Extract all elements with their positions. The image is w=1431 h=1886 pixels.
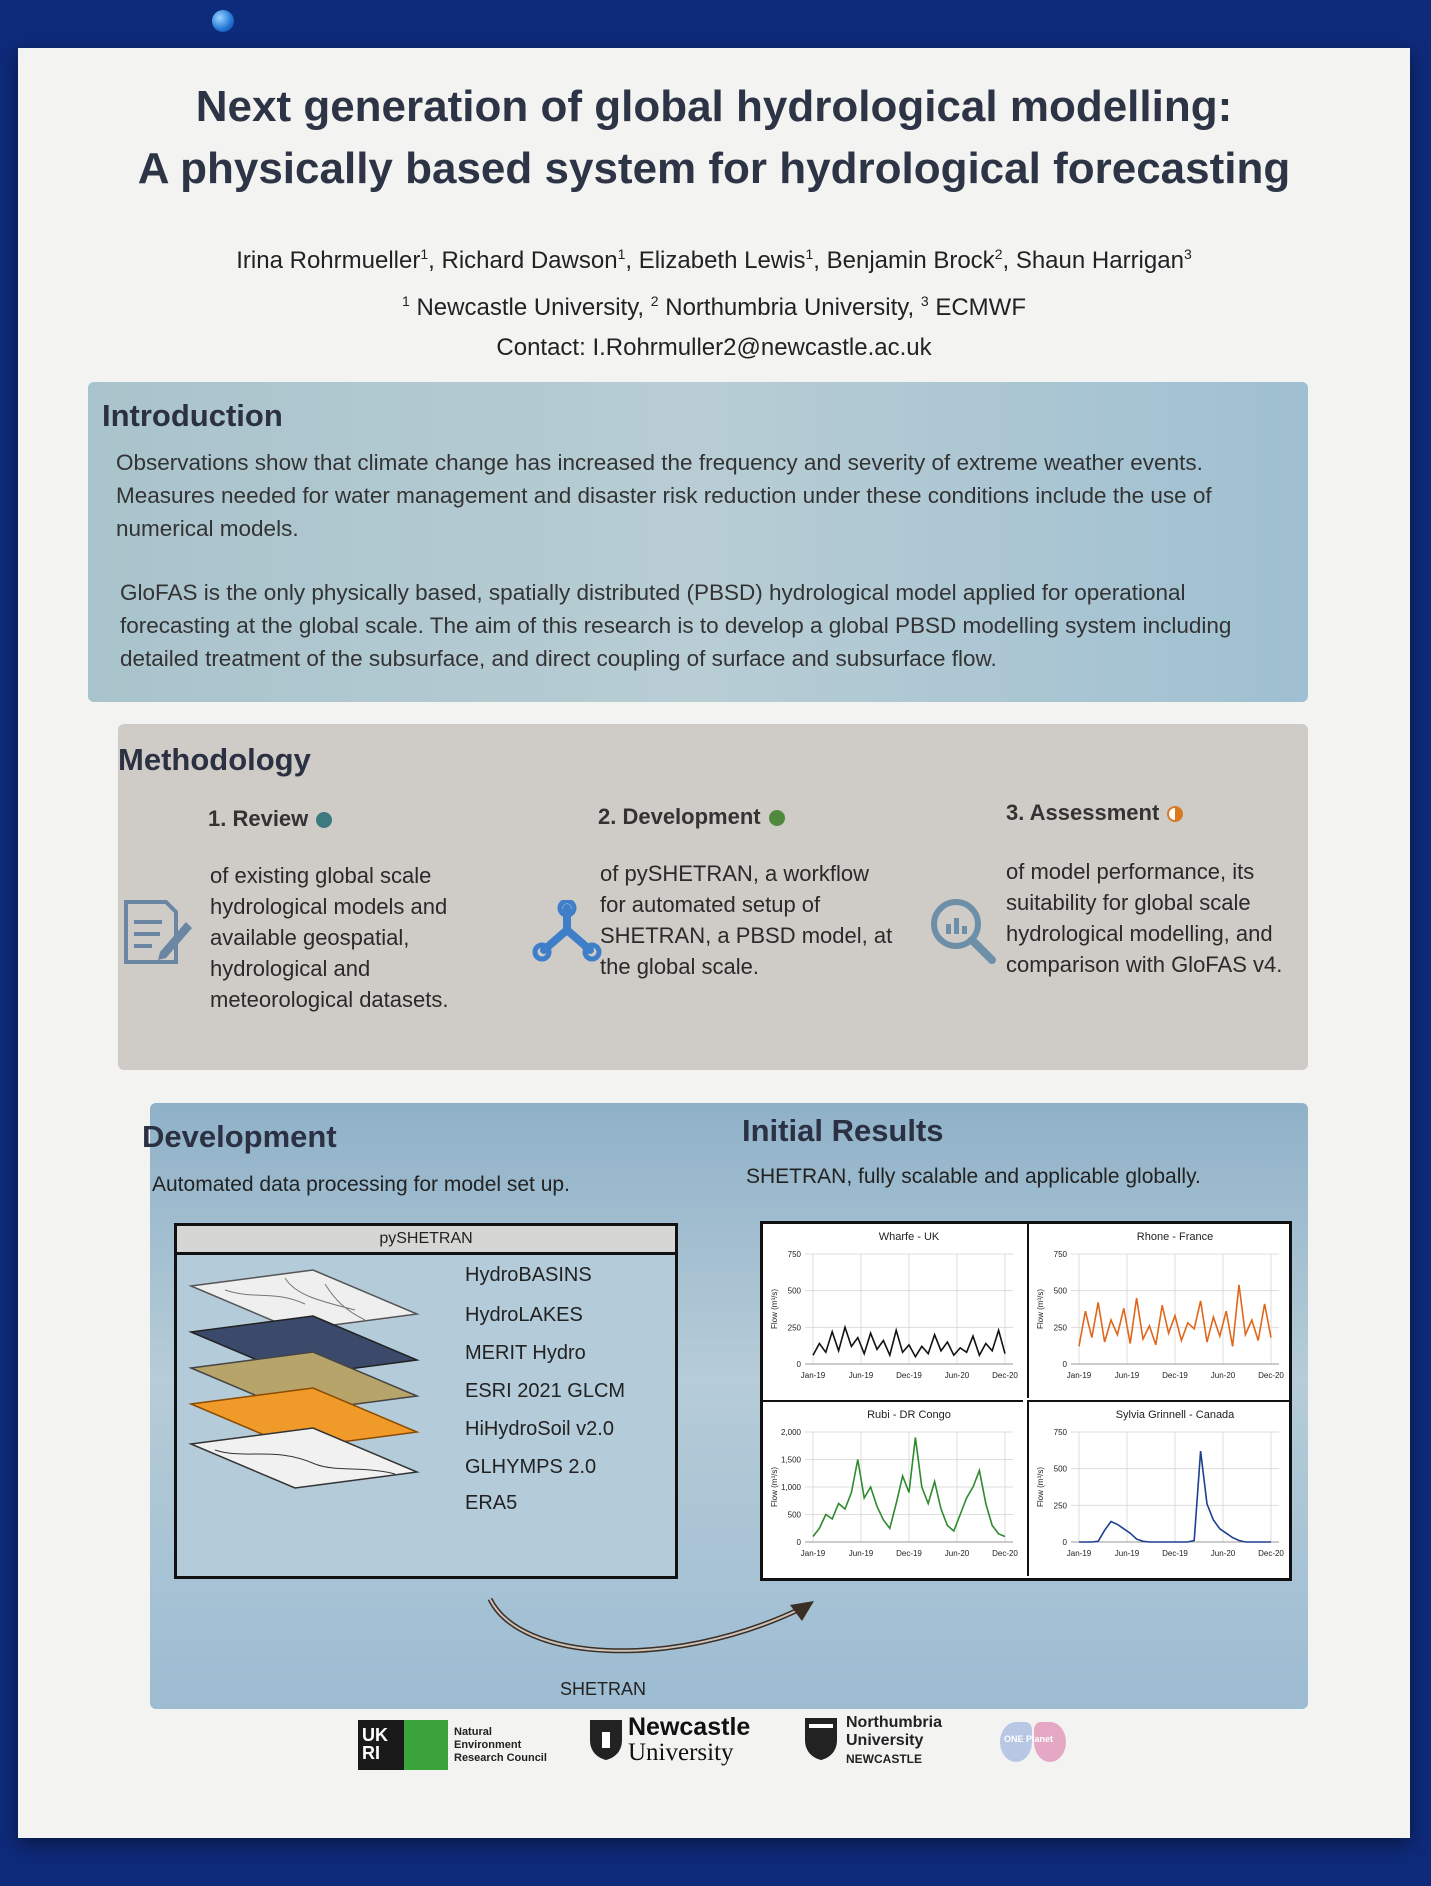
chart-ytick-label: 500 — [1053, 1286, 1067, 1296]
chart-rubi — [763, 1400, 1023, 1576]
chart-ytick-label: 500 — [1053, 1464, 1067, 1474]
chart-xtick-label: Dec-20 — [1258, 1549, 1284, 1558]
results-subtitle: SHETRAN, fully scalable and applicable globally. — [746, 1165, 1201, 1188]
status-dot-icon — [316, 812, 332, 828]
nerc-line: Research Council — [454, 1752, 547, 1764]
chart-xtick-label: Jan-19 — [800, 1549, 826, 1558]
chart-xtick-label: Jun-20 — [944, 1549, 970, 1558]
affiliation-mark: 1 — [402, 293, 410, 309]
pyshetran-title: pySHETRAN — [177, 1226, 675, 1255]
chart-svg — [763, 1224, 1023, 1398]
author-list: Irina Rohrmueller$^1$, Richard Dawson$^1$, Elizabeth Lewis$^1$, Benjamin Brock$^2$, Shaun Harrigan$^3$ — [236, 246, 1192, 274]
layer-label: HydroLAKES — [465, 1304, 583, 1326]
results-chart-grid — [760, 1221, 1292, 1581]
chart-ytick-label: 250 — [1053, 1501, 1067, 1511]
step-assessment-title — [1006, 800, 1183, 826]
chart-ytick-label: 750 — [1053, 1428, 1067, 1437]
author-block — [18, 234, 1410, 368]
step-development-title — [598, 804, 785, 830]
layer-label: HydroBASINS — [465, 1264, 592, 1286]
nerc-wordmark — [454, 1726, 547, 1765]
development-results-panel — [142, 1103, 1308, 1709]
chart-ytick-label: 1,000 — [780, 1483, 801, 1492]
chart-xtick-label: Jun-20 — [1210, 1549, 1236, 1558]
chart-ytick-label: 250 — [1053, 1323, 1067, 1333]
contact-email: Contact: I.Rohrmuller2@newcastle.ac.uk — [496, 334, 932, 361]
chart-ytick-label: 0 — [796, 1538, 801, 1547]
development-heading: Development — [142, 1119, 337, 1154]
chart-xtick-label: Jun-19 — [848, 1371, 874, 1380]
affiliation-mark: 2 — [650, 293, 659, 309]
ukri-logo-green-block — [404, 1720, 448, 1770]
chart-ytick-label: 0 — [796, 1360, 801, 1369]
shetran-arrow-label: SHETRAN — [560, 1679, 647, 1699]
newcastle-line-2: University — [628, 1739, 734, 1766]
chart-xtick-label: Jun-20 — [944, 1371, 970, 1380]
chart-xtick-label: Jun-19 — [1114, 1371, 1140, 1380]
newcastle-wordmark — [628, 1714, 750, 1766]
logo-strip — [18, 1708, 1410, 1808]
introduction-panel — [88, 382, 1308, 702]
chart-ytick-label: 1,500 — [780, 1455, 801, 1465]
step-development-title-text: 2. Development — [598, 804, 761, 829]
title-line-1: Next generation of global hydrological modelling: — [195, 82, 1233, 131]
chart-xtick-label: Dec-20 — [992, 1371, 1018, 1380]
author: Benjamin Brock — [826, 247, 995, 274]
one-planet-text: ONE Planet — [1004, 1734, 1054, 1744]
document-edit-icon — [120, 894, 194, 970]
introduction-heading: Introduction — [102, 398, 283, 433]
author-affiliation-mark: 2 — [994, 246, 1003, 262]
northumbria-line-1: Northumbria — [846, 1714, 942, 1731]
chart-xtick-label: Jun-19 — [1114, 1549, 1140, 1558]
chart-xtick-label: Jan-19 — [800, 1371, 826, 1380]
half-status-dot-icon — [1167, 806, 1183, 822]
chart-ytick-label: 250 — [787, 1323, 801, 1333]
nerc-line: Natural — [454, 1726, 492, 1738]
chart-xtick-label: Dec-20 — [1258, 1371, 1284, 1380]
northumbria-wordmark — [846, 1714, 942, 1768]
chart-xtick-label: Dec-19 — [896, 1371, 922, 1380]
layer-label: ERA5 — [465, 1492, 518, 1514]
step-review-text: of existing global scale hydrological models and available geospatial, hydrological and meteorological datasets. — [210, 863, 449, 1012]
author: Elizabeth Lewis — [638, 247, 806, 274]
affiliation: Newcastle University — [416, 294, 638, 321]
affiliation-mark: 3 — [920, 293, 929, 309]
chart-ytick-label: 0 — [1062, 1538, 1067, 1547]
northumbria-line-3: NEWCASTLE — [846, 1752, 922, 1766]
layer-label: ESRI 2021 GLCM — [465, 1380, 626, 1402]
curved-arrow-icon — [480, 1591, 840, 1681]
layer-label: HiHydroSoil v2.0 — [465, 1418, 614, 1440]
chart-title: Rubi - DR Congo — [867, 1409, 951, 1421]
affiliation: Northumbria University — [665, 294, 908, 321]
affiliation: ECMWF — [935, 294, 1026, 321]
ukri-logo — [358, 1720, 448, 1770]
tools-icon — [532, 900, 602, 964]
chart-sylvia-grinnell — [1027, 1400, 1289, 1576]
chart-title: Sylvia Grinnell - Canada — [1115, 1409, 1235, 1421]
author-affiliation-mark: 3 — [1183, 246, 1192, 262]
northumbria-crest-icon — [803, 1716, 839, 1762]
author-affiliation-mark: 1 — [420, 246, 429, 262]
initial-results-heading: Initial Results — [742, 1113, 944, 1148]
pushpin — [212, 10, 234, 32]
step-development-text: of pySHETRAN, a workflow for automated setup of SHETRAN, a PBSD model, at the global scale. — [600, 861, 893, 979]
development-subtitle: Automated data processing for model set up. — [152, 1173, 570, 1196]
magnify-chart-icon — [928, 896, 998, 966]
layer-label: MERIT Hydro — [465, 1342, 586, 1364]
chart-xtick-label: Dec-19 — [1162, 1549, 1188, 1558]
chart-xtick-label: Jun-19 — [848, 1549, 874, 1558]
author: Shaun Harrigan — [1015, 247, 1184, 274]
chart-ytick-label: 2,000 — [780, 1428, 801, 1437]
chart-svg — [763, 1402, 1023, 1576]
northumbria-line-2: University — [846, 1732, 924, 1749]
chart-ytick-label: 750 — [787, 1250, 801, 1259]
chart-xtick-label: Dec-20 — [992, 1549, 1018, 1558]
chart-svg — [1029, 1402, 1289, 1576]
chart-title: Rhone - France — [1136, 1231, 1214, 1243]
methodology-heading: Methodology — [118, 742, 311, 777]
title-line-2: A physically based system for hydrological forecasting — [137, 144, 1291, 193]
chart-xtick-label: Jan-19 — [1066, 1371, 1092, 1380]
introduction-paragraph-1: Observations show that climate change has increased the frequency and severity of extreme weather events. Measures needed for water management and disaster risk reduction under these conditions include the use of numerical models. — [116, 450, 1212, 541]
layer-label: GLHYMPS 2.0 — [465, 1456, 597, 1478]
chart-svg — [1029, 1224, 1289, 1398]
chart-ylabel: Flow (m³/s) — [770, 1467, 779, 1507]
status-dot-icon — [769, 810, 785, 826]
affiliation-list: $^1$ Newcastle University, $^2$ Northumbria University, $^3$ ECMWF — [402, 293, 1026, 321]
author: Richard Dawson — [441, 247, 618, 274]
nerc-line: Environment — [454, 1739, 522, 1751]
chart-ytick-label: 0 — [1062, 1360, 1067, 1369]
chart-xtick-label: Jun-20 — [1210, 1371, 1236, 1380]
methodology-panel — [118, 724, 1308, 1070]
chart-ylabel: Flow (m³/s) — [770, 1289, 779, 1329]
poster — [18, 48, 1410, 1838]
step-assessment-text: of model performance, its suitability for global scale hydrological modelling, and comparison with GloFAS v4. — [1006, 859, 1283, 977]
chart-title: Wharfe - UK — [878, 1231, 940, 1243]
poster-title — [18, 76, 1410, 200]
step-review-title-text: 1. Review — [208, 806, 309, 831]
author-affiliation-mark: 1 — [805, 246, 814, 262]
chart-xtick-label: Dec-19 — [896, 1549, 922, 1558]
chart-ylabel: Flow (m³/s) — [1036, 1289, 1045, 1329]
newcastle-line-1: Newcastle — [628, 1713, 751, 1741]
chart-ylabel: Flow (m³/s) — [1036, 1467, 1045, 1507]
chart-xtick-label: Dec-19 — [1162, 1371, 1188, 1380]
step-assessment-title-text: 3. Assessment — [1006, 800, 1160, 825]
layer-stack-illustration — [185, 1260, 455, 1560]
chart-ytick-label: 750 — [1053, 1250, 1067, 1259]
chart-wharfe — [763, 1224, 1023, 1398]
chart-rhone — [1027, 1224, 1289, 1398]
ukri-logo-text: UK RI — [362, 1725, 388, 1763]
pyshetran-box — [174, 1223, 678, 1579]
chart-ytick-label: 500 — [787, 1286, 801, 1296]
author-affiliation-mark: 1 — [617, 246, 626, 262]
chart-xtick-label: Jan-19 — [1066, 1549, 1092, 1558]
chart-ytick-label: 500 — [787, 1510, 801, 1520]
one-planet-logo — [1000, 1718, 1066, 1768]
step-review-title — [208, 806, 332, 832]
author: Irina Rohrmueller — [236, 247, 421, 274]
introduction-paragraph-2: GloFAS is the only physically based, spatially distributed (PBSD) hydrological model applied for operational forecasting at the global scale. The aim of this research is to develop a global PBSD modelling system including detailed treatment of the subsurface, and direct coupling of surface and subsurface flow. — [120, 580, 1232, 671]
newcastle-crest-icon — [588, 1718, 624, 1762]
